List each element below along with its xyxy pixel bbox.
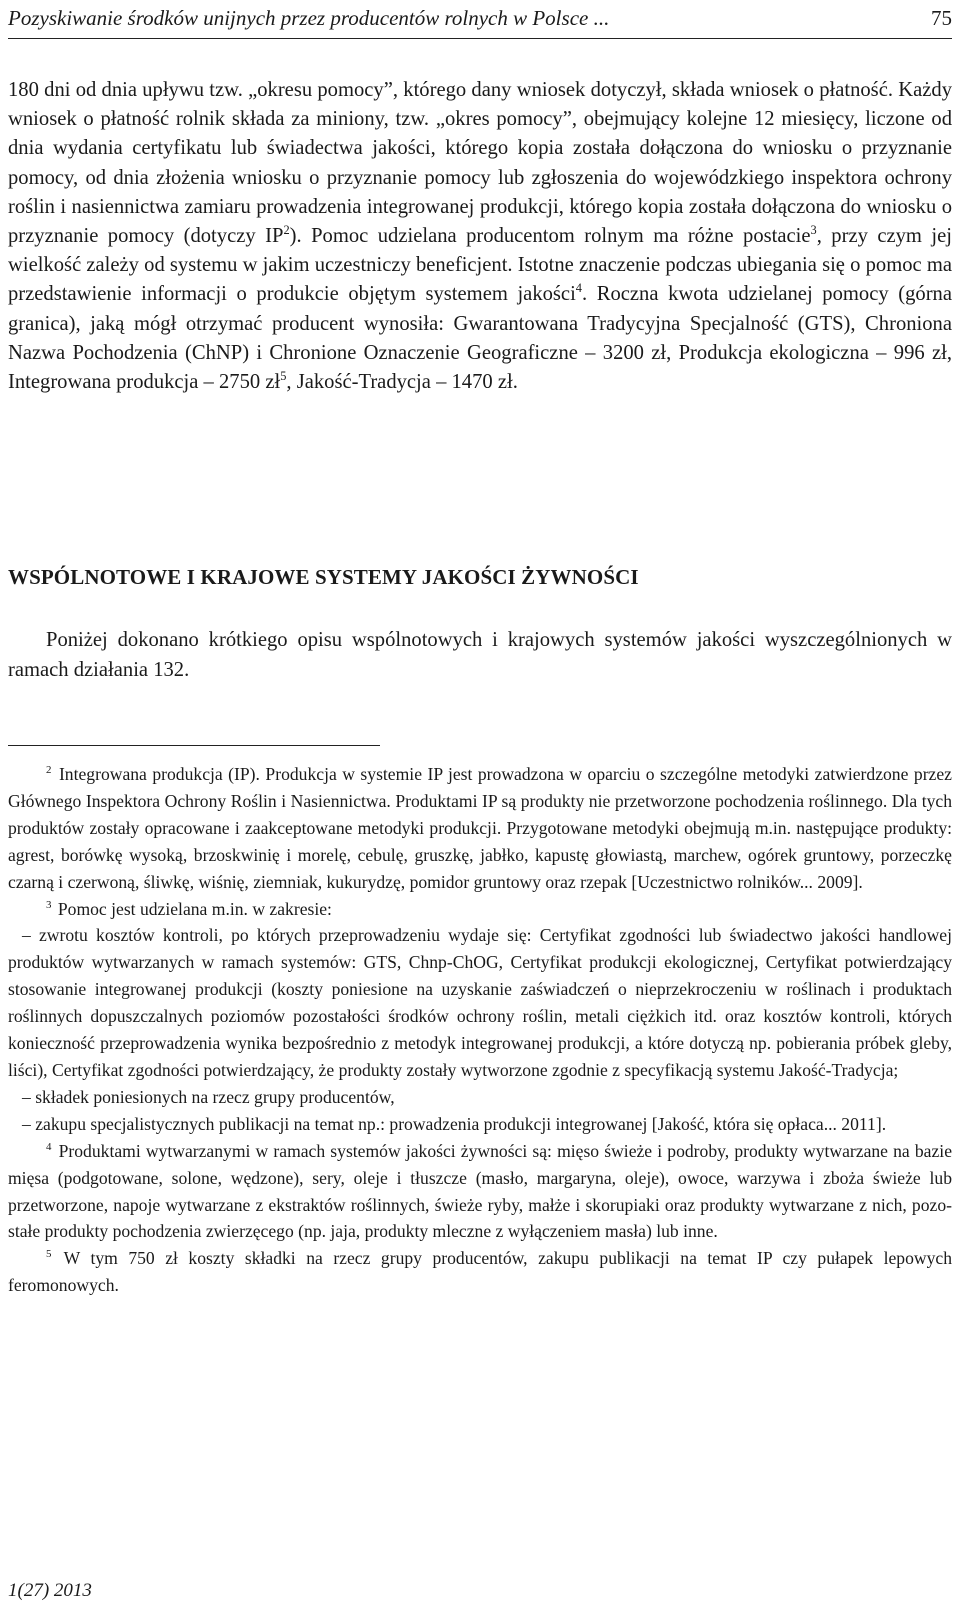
footnote-5 [8, 1245, 952, 1299]
footnote-3-item: – zwrotu kosztów kontroli, po których przeprowadzeniu wydaje się: Certyfikat zgodności lub świadectwo jakości handlowej produktów wytwarzanych w ramach systemów: GTS, Chnp-ChOG, Certyfikat produkcji ekologicznej, Certyfikat potwierdzający stosowanie integrowanej produkcji (koszty poniesione na uzyskanie zaświadczeń o nieprzekroczeniu w roślinach i produktach roślinnych dopuszczalnych poziomów pozostałości środków ochrony roślin, metali ciężkich itd. oraz kosztów kontroli, których konieczność przeprowadzenia wynika bezpośrednio z metodyk integrowanej produkcji, a które dotyczą np. pobierania próbek gleby, liści), Certyfikat zgodności potwierdzający, że produkty zostały wytworzone zgodnie z specyfikacją systemu Jakość-Tradycja; [8, 925, 952, 1080]
footnote-number: 4 [46, 1140, 52, 1153]
footnote-number: 5 [46, 1248, 52, 1261]
footnote-number: 2 [46, 764, 52, 777]
footnote-3-item: – zakupu specjalistycznych publikacji na temat np.: prowadzenia produkcji integrowanej [Jakość, która się opłaca... 2011]. [22, 1113, 887, 1134]
footnote-text: Integrowana produkcja (IP). Produkcja w systemie IP jest prowadzona w oparciu o szczególne metodyki zatwierdzone przez Głównego Inspektora Ochrony Roślin i Nasiennictwa. Produktami IP są produkty nie przetworzone pochodzenia roślinnego. Dla tych produktów zostały opracowane i zaakceptowane metodyki produkcji. Przygotowane metodyki obejmują m.in. następujące produkty: agrest, borówkę wysoką, brzoskwinię i morelę, cebulę, gruszkę, jabłko, kapustę głowiastą, marchew, ogórek gruntowy, porzeczkę czarną i czerwoną, śliwkę, wiśnię, ziemniak, kukurydzę, pomidor gruntowy oraz rzepak [Uczestnictwo rolników... 2009]. [8, 764, 952, 892]
footnote-text: Produktami wytwarzanymi w ramach systemów jakości żywności są: mięso świeże i podroby, produkty wytwarzane na bazie mięsa (podgotowane, solone, wędzone), sery, oleje i tłuszcze (masło, margaryna, oleje), owoce, warzywa i zboża świeże lub przetworzone, napoje wytwarzane z ekstraktów roślinnych, świeże ryby, małże i skorupiaki oraz produkty wytwarzane z nich, pozostałe produkty pochodzenia zwierzęcego (np. jaja, produkty mleczne z wyłączeniem masła) lub inne. [8, 1140, 952, 1242]
footnote-2 [8, 761, 952, 896]
body-text-part: . Roczna kwota udzielanej pomocy (górna granica), jaką mógł otrzymać producent wynosiła: Gwarantowana Tradycyjna Specjalność (GTS), Chroniona Nazwa Pochodzenia (ChNP) i Chronione Oznaczenie Geograficzne – 3200 zł, Produkcja ekologiczna – 996 zł, Integrowana produkcja – 2750 zł [8, 283, 952, 394]
running-header [8, 4, 952, 39]
footnote-3-item: – składek poniesionych na rzecz grupy producentów, [22, 1086, 395, 1107]
running-header-title: Pozyskiwanie środków unijnych przez producentów rolnych w Polsce ... [8, 6, 610, 30]
footnote-ref: 3 [810, 223, 817, 238]
body-text-part: , przy czym jej wielkość zależy od systemu w jakim uczestniczy beneficjent. Istotne znaczenie podczas ubiegania się o pomoc ma przedstawienie informacji o produkcie objętym systemem jakości [8, 225, 952, 306]
footnote-4 [8, 1138, 952, 1246]
footnote-number: 3 [46, 898, 52, 911]
footnote-text: Pomoc jest udzielana m.in. w zakresie: [57, 898, 332, 919]
footnote-ref: 5 [280, 369, 287, 384]
footnote-separator [8, 745, 380, 746]
body-paragraph [8, 76, 952, 397]
footnote-3 [8, 896, 952, 923]
footnote-text: W tym 750 zł koszty składki na rzecz grupy producentów, zakupu publikacji na temat IP czy pułapek lepowych feromonowych. [8, 1248, 952, 1296]
body-text-part: , Jakość-Tradycja – 1470 zł. [286, 371, 518, 394]
intro-paragraph: Poniżej dokonano krótkiego opisu wspólnotowych i krajowych systemów jakości wyszczególnionych w ramach działania 132. [8, 629, 952, 681]
body-text-part: ). Pomoc udzielana producentom rolnym ma różne postacie [289, 225, 811, 248]
footnotes [8, 761, 952, 1299]
body-text-part: 180 dni od dnia upływu tzw. „okresu pomocy”, którego dany wniosek dotyczył, składa wniosek o płatność. Każdy wniosek o płatność rolnik składa za miniony, tzw. „okres pomocy”, obejmujący kolejne 12 miesięcy, liczone od dnia wydania certyfikatu lub świadectwa jakości, którego kopia została dołączona do wniosku o przyznanie pomocy, od dnia złożenia wniosku o przyznanie pomocy lub zgłoszenia do wojewódzkiego inspektora ochrony roślin i nasiennictwa zamiaru prowadzenia integrowanej produkcji, którego kopia została dołączona do wniosku o przyznanie pomocy (dotyczy IP [8, 79, 952, 248]
page-number: 75 [931, 6, 952, 30]
footnote-ref: 2 [283, 223, 290, 238]
issue-footer: 1(27) 2013 [8, 1580, 92, 1601]
section-heading: WSPÓLNOTOWE I KRAJOWE SYSTEMY JAKOŚCI ŻYWNOŚCI [8, 565, 639, 589]
footnote-ref: 4 [575, 281, 582, 296]
